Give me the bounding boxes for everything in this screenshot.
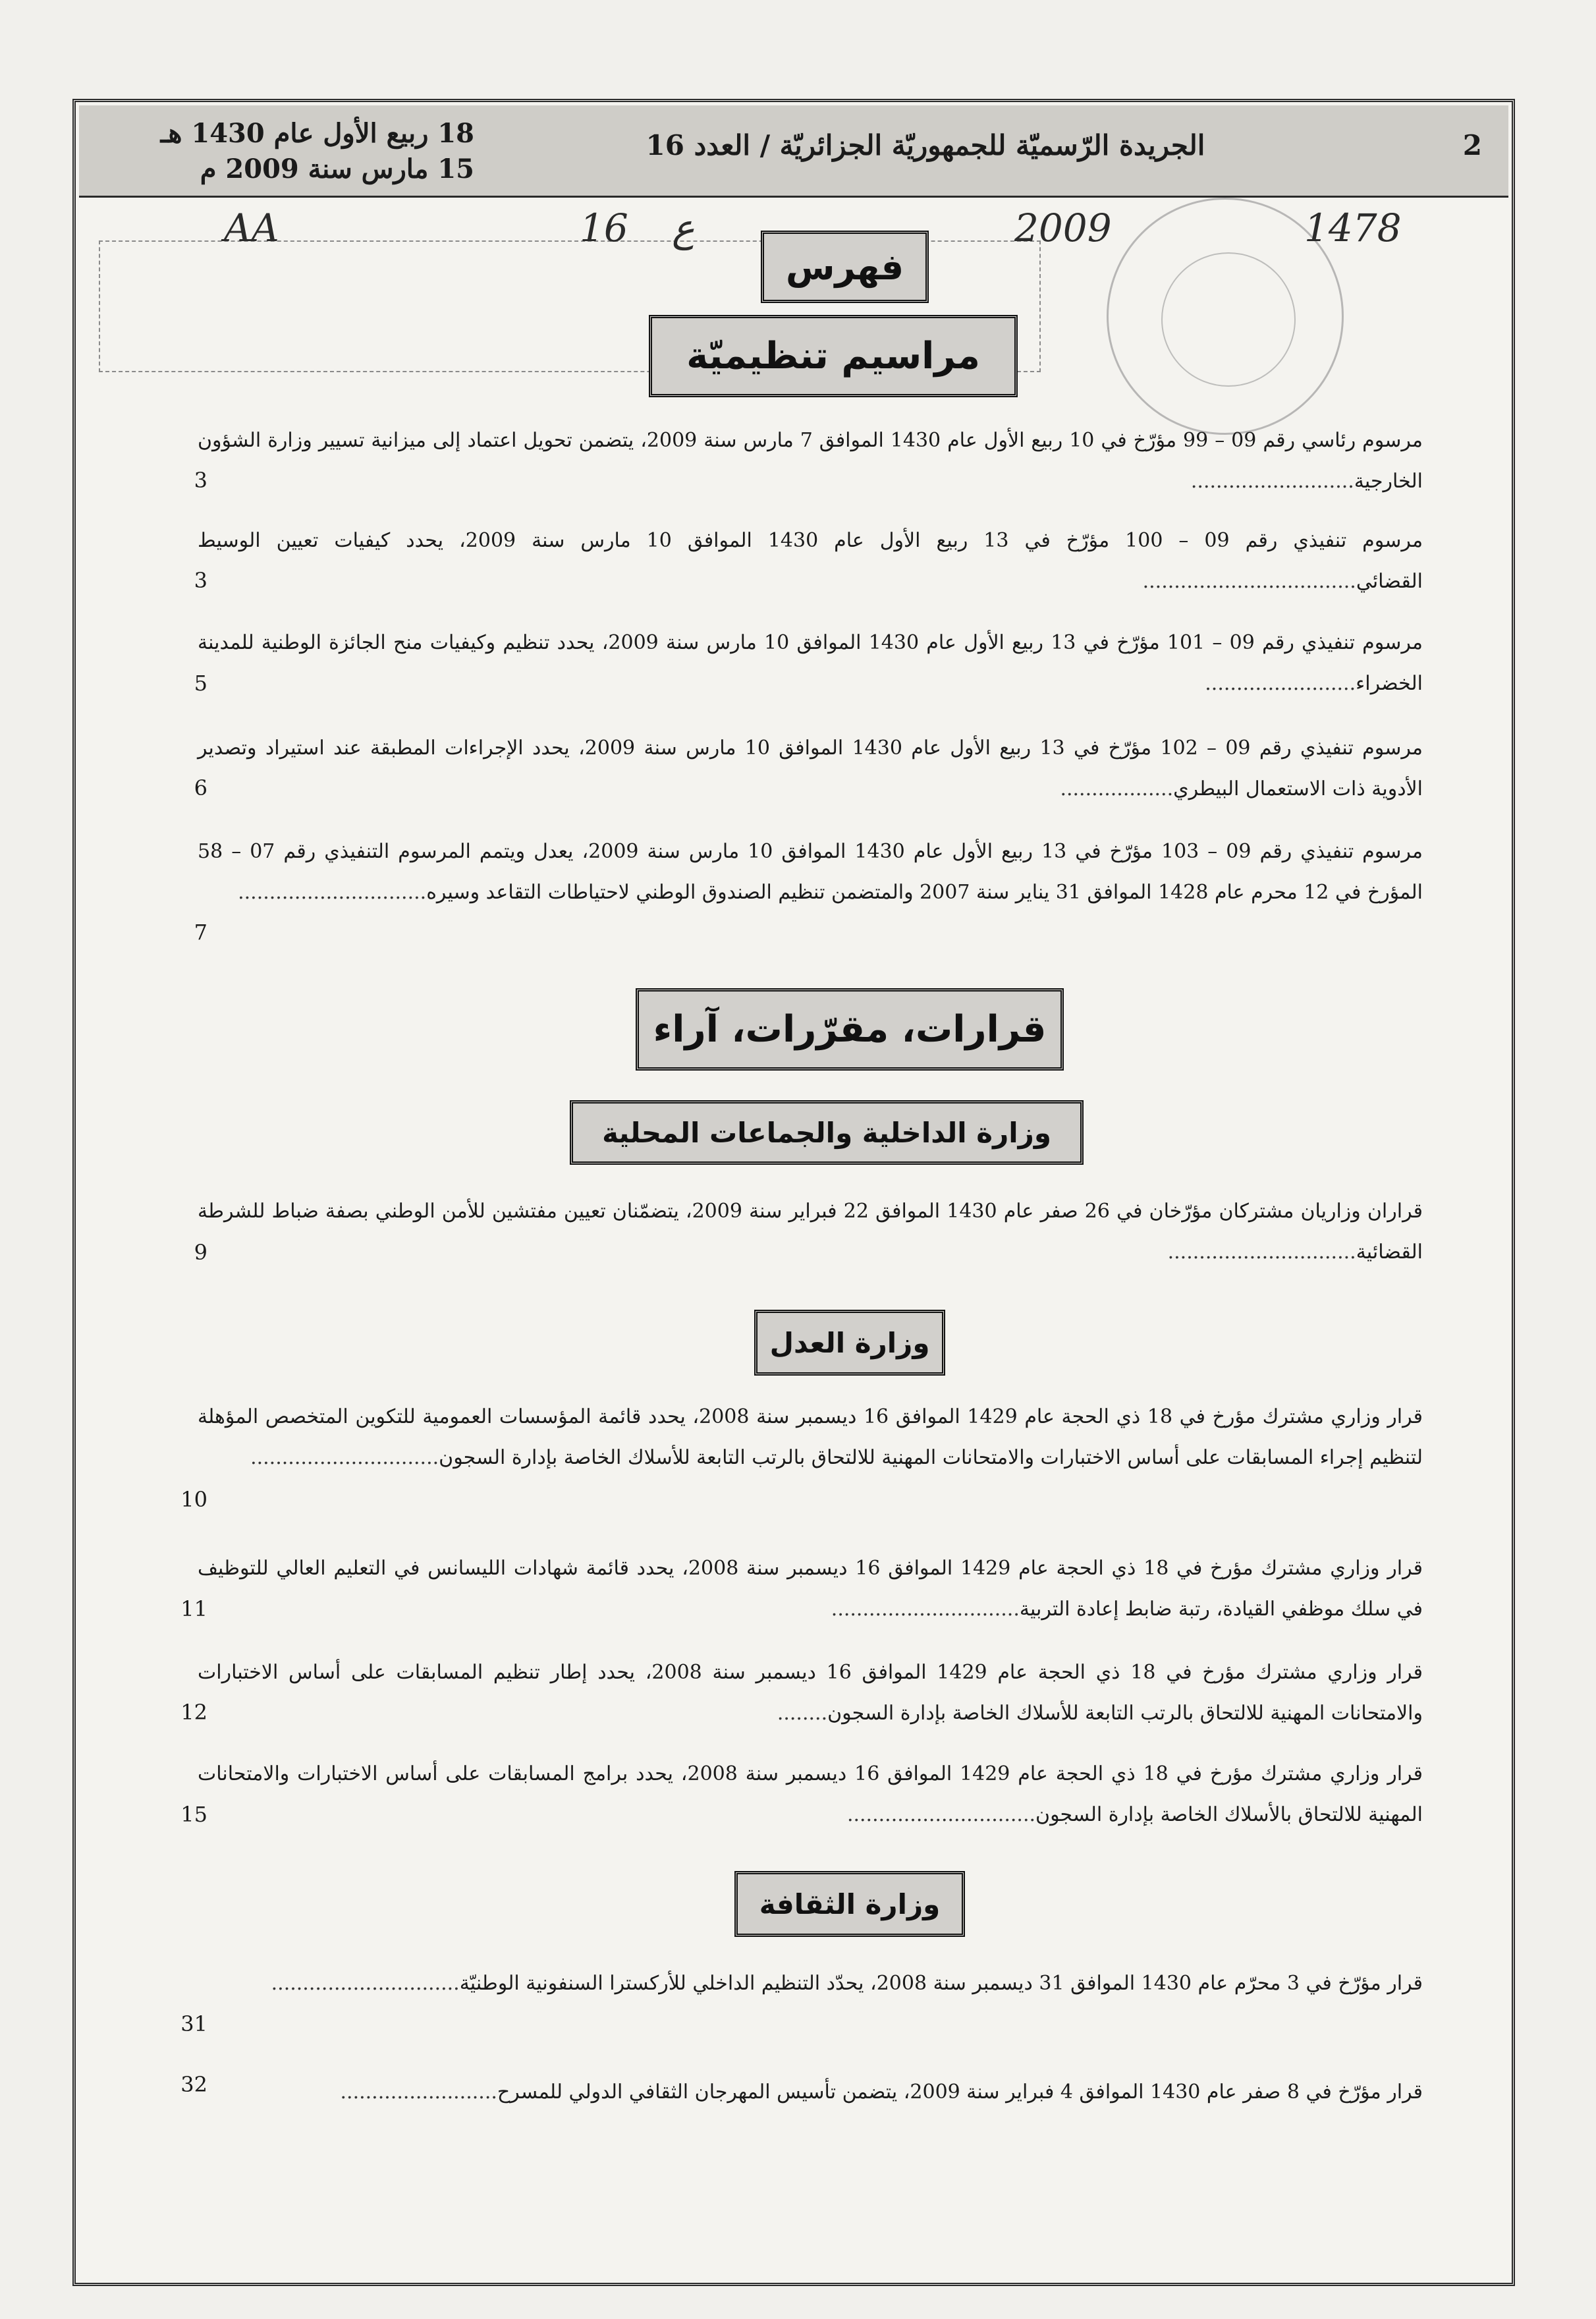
entry-3[interactable] xyxy=(198,623,1423,704)
entry-8-dots: .............................. xyxy=(831,1598,1020,1621)
entry-12-text: قرار مؤرّخ في 8 صفر عام 1430 الموافق 4 فبراير سنة 2009، يتضمن تأسيس المهرجان الثقافي الدولي للمسرح xyxy=(497,2081,1423,2104)
entry-1-text: مرسوم رئاسي رقم 09 – 99 مؤرّخ في 10 ربيع الأول عام 1430 الموافق 7 مارس سنة 2009، يتضمن تحويل اعتماد إلى ميزانية تسيير وزارة الشؤون الخارجية xyxy=(198,429,1423,493)
entry-12-dots: ......................... xyxy=(340,2081,497,2104)
handwritten-note-b: 16 xyxy=(580,206,628,250)
entry-2-dots: .................................. xyxy=(1142,570,1356,593)
handwritten-note-a: AA xyxy=(224,206,279,250)
entry-2-page: 3 xyxy=(194,568,207,593)
entry-6-dots: .............................. xyxy=(1167,1241,1356,1264)
handwritten-note-e: 1478 xyxy=(1304,206,1402,250)
entry-9[interactable] xyxy=(198,1652,1423,1734)
entry-9-dots: ........ xyxy=(777,1702,828,1725)
entry-1-dots: .......................... xyxy=(1190,470,1354,493)
entry-9-text: قرار وزاري مشترك مؤرخ في 18 ذي الحجة عام 1429 الموافق 16 ديسمبر سنة 2008، يحدد إطار تنظيم المسابقات على أساس الاختبارات والامتحانات المهنية للالتحاق بالرتب التابعة للأسلاك الخاصة بإدارة السجون xyxy=(198,1661,1423,1725)
heading-ministry-culture: وزارة الثقافة xyxy=(734,1871,965,1937)
entry-7-page: 10 xyxy=(180,1487,207,1512)
entry-11-dots: .............................. xyxy=(271,1972,460,1995)
entry-3-page: 5 xyxy=(194,671,207,696)
entry-6-page: 9 xyxy=(194,1240,207,1265)
handwritten-note-c: ع xyxy=(672,206,695,250)
entry-11-text: قرار مؤرّخ في 3 محرّم عام 1430 الموافق 31 ديسمبر سنة 2008، يحدّد التنظيم الداخلي للأركسترا السنفونية الوطنيّة xyxy=(459,1972,1423,1995)
entry-12-page: 32 xyxy=(180,2072,207,2097)
entry-2-text: مرسوم تنفيذي رقم 09 – 100 مؤرّخ في 13 ربيع الأول عام 1430 الموافق 10 مارس سنة 2009، يحدد كيفيات تعيين الوسيط القضائي xyxy=(198,529,1423,593)
entry-10-text: قرار وزاري مشترك مؤرخ في 18 ذي الحجة عام 1429 الموافق 16 ديسمبر سنة 2008، يحدد برامج المسابقات على أساس الاختبارات والامتحانات المهنية للالتحاق بالأسلاك الخاصة بإدارة السجون xyxy=(198,1762,1423,1826)
page-number: 2 xyxy=(1462,129,1482,161)
heading-ministry-justice: وزارة العدل xyxy=(754,1310,945,1376)
heading-ministry-interior: وزارة الداخلية والجماعات المحلية xyxy=(570,1100,1084,1165)
section-decisions: قرارات، مقرّرات، آراء xyxy=(636,988,1064,1071)
entry-5[interactable] xyxy=(198,831,1423,913)
entry-11[interactable] xyxy=(198,1963,1423,2004)
entry-1[interactable] xyxy=(198,420,1423,502)
entry-12[interactable] xyxy=(198,2072,1423,2113)
entry-5-dots: .............................. xyxy=(238,881,427,904)
entry-7-text: قرار وزاري مشترك مؤرخ في 18 ذي الحجة عام 1429 الموافق 16 ديسمبر سنة 2008، يحدد قائمة المؤسسات العمومية للتكوين المتخصص المؤهلة لتنظيم إجراء المسابقات على أساس الاختبارات والامتحانات المهنية للالتحاق بالرتب التابعة للأسلاك الخاصة بإدارة السجون xyxy=(198,1405,1423,1469)
entry-3-text: مرسوم تنفيذي رقم 09 – 101 مؤرّخ في 13 ربيع الأول عام 1430 الموافق 10 مارس سنة 2009، يحدد تنظيم وكيفيات منح الجائزة الوطنية للمدينة الخضراء xyxy=(198,631,1423,695)
entry-6-text: قراران وزاريان مشتركان مؤرّخان في 26 صفر عام 1430 الموافق 22 فبراير سنة 2009، يتضمّنان تعيين مفتشين للأمن الوطني بصفة ضباط للشرطة القضائية xyxy=(198,1200,1423,1264)
entry-6[interactable] xyxy=(198,1191,1423,1273)
entry-7[interactable] xyxy=(198,1397,1423,1478)
entry-8-text: قرار وزاري مشترك مؤرخ في 18 ذي الحجة عام 1429 الموافق 16 ديسمبر سنة 2008، يحدد قائمة شهادات الليسانس في التعليم العالي للتوظيف في سلك موظفي القيادة، رتبة ضابط إعادة التربية xyxy=(198,1557,1423,1621)
entry-2[interactable] xyxy=(198,520,1423,602)
entry-8[interactable] xyxy=(198,1548,1423,1630)
entry-8-page: 11 xyxy=(180,1596,207,1621)
header-date-gregorian: 15 مارس سنة 2009 م xyxy=(200,154,474,184)
entry-10-page: 15 xyxy=(180,1802,207,1827)
entry-1-page: 3 xyxy=(194,468,207,493)
journal-header xyxy=(79,105,1508,198)
entry-10-dots: .............................. xyxy=(846,1803,1036,1826)
index-title: فهرس xyxy=(761,231,929,303)
entry-4-page: 6 xyxy=(194,775,207,800)
entry-11-page: 31 xyxy=(180,2011,207,2036)
entry-10[interactable] xyxy=(198,1754,1423,1835)
entry-3-dots: ........................ xyxy=(1205,672,1356,695)
entry-9-page: 12 xyxy=(180,1700,207,1725)
entry-5-page: 7 xyxy=(194,920,207,945)
entry-4-dots: .................. xyxy=(1060,777,1174,800)
entry-5-text: مرسوم تنفيذي رقم 09 – 103 مؤرّخ في 13 ربيع الأول عام 1430 الموافق 10 مارس سنة 2009، يعدل ويتمم المرسوم التنفيذي رقم 07 – 58 المؤرخ في 12 محرم عام 1428 الموافق 31 يناير سنة 2007 والمتضمن تنظيم الصندوق الوطني لاحتياطات التقاعد وسيره xyxy=(198,840,1423,904)
header-date xyxy=(105,116,474,187)
handwritten-note-d: 2009 xyxy=(1014,206,1112,250)
journal-title: الجريدة الرّسميّة للجمهوريّة الجزائريّة / العدد 16 xyxy=(646,129,1205,161)
header-date-hijri: 18 ربيع الأول عام 1430 هـ xyxy=(160,118,474,149)
section-regulatory-decrees: مراسيم تنظيميّة xyxy=(649,315,1018,397)
entry-4-text: مرسوم تنفيذي رقم 09 – 102 مؤرّخ في 13 ربيع الأول عام 1430 الموافق 10 مارس سنة 2009، يحدد الإجراءات المطبقة عند استيراد وتصدير الأدوية ذات الاستعمال البيطري xyxy=(198,737,1423,800)
entry-4[interactable] xyxy=(198,728,1423,810)
entry-7-dots: .............................. xyxy=(250,1446,439,1469)
